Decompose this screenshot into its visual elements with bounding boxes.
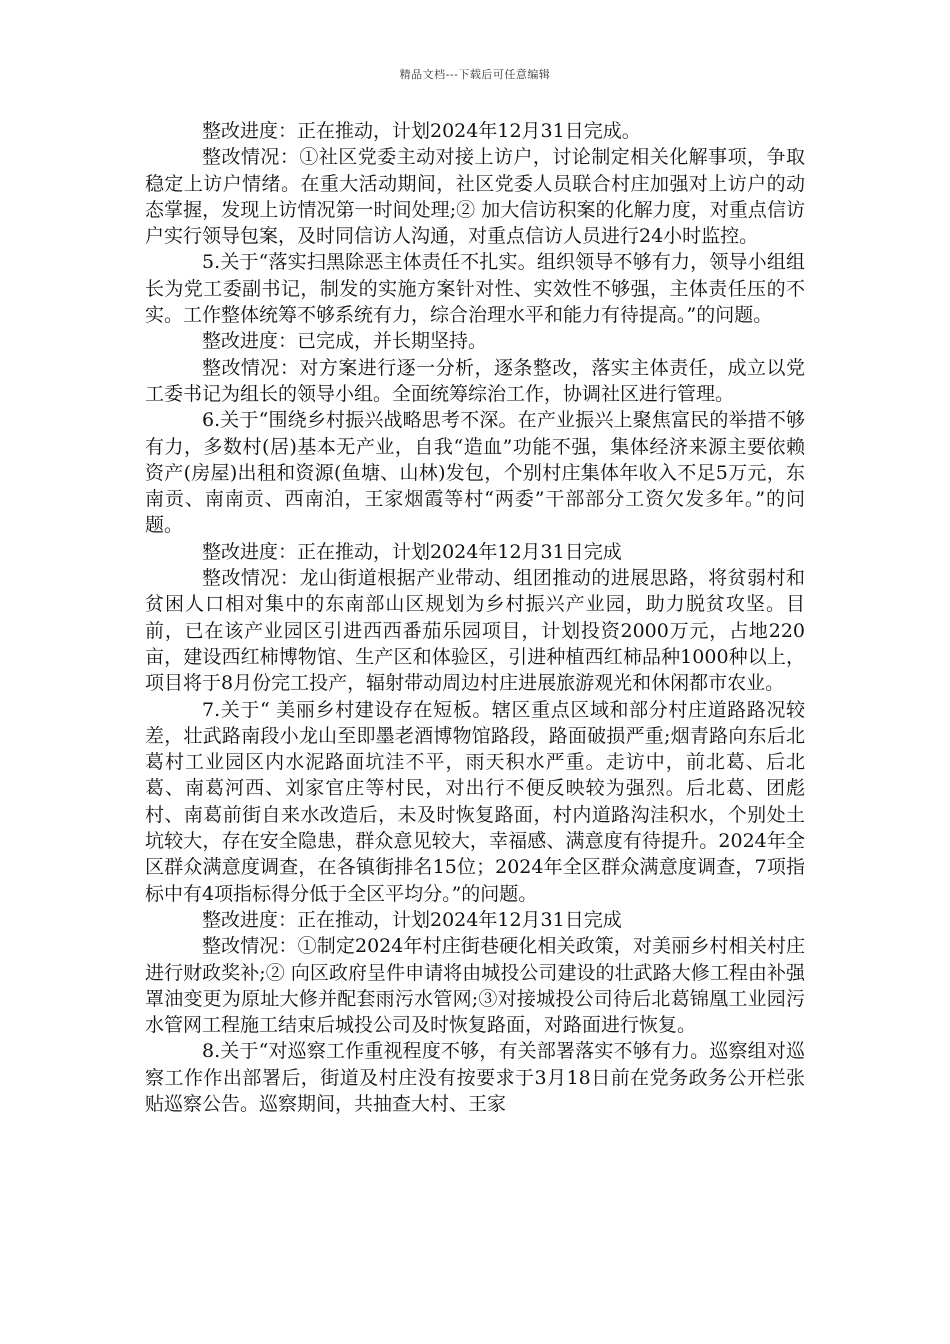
paragraph-progress-5: 整改进度：已完成，并长期坚持。 (202, 330, 488, 353)
paragraph-issue-7: 7.关于“ 美丽乡村建设存在短板。辖区重点区域和部分村庄道路路况较差，壮武路南段小龙山至即墨老酒博物馆路段，路面破损严重;烟青路向东后北葛村工业园区内水泥路面坑洼不平，雨天积水严重。走访中，前北葛、后北葛、南葛河西、刘家官庄等村民，对出行不便反映较为强烈。后北葛、团彪村、南葛前街自来水改造后，未及时恢复路面，村内道路沟洼积水，个别处土坑较大，存在安全隐患，群众意见较大，幸福感、满意度有待提升。2024年全区群众满意度调查，在各镇街排名15位；2024年全区群众满意度调查，7项指标中有4项指标得分低于全区平均分。”的问题。 (145, 698, 805, 905)
paragraph-progress-7: 整改进度：正在推动，计划2024年12月31日完成 (202, 908, 622, 931)
paragraph-situation-4: 整改情况：①社区党委主动对接上访户，讨论制定相关化解事项，争取稳定上访户情绪。在重大活动期间，社区党委人员联合村庄加强对上访户的动态掌握，发现上访情况第一时间处理;② 加大信访积案的化解力度，对重点信访户实行领导包案，及时同信访人沟通，对重点信访人员进行24小时监控。 (145, 146, 805, 248)
page-header: 精品文档---下载后可任意编辑 (399, 68, 551, 81)
paragraph-progress-6: 整改进度：正在推动，计划2024年12月31日完成 (202, 540, 622, 563)
paragraph-situation-5: 整改情况：对方案进行逐一分析，逐条整改，落实主体责任，成立以党工委书记为组长的领导小组。全面统筹综治工作，协调社区进行管理。 (145, 356, 805, 405)
paragraph-progress-4: 整改进度：正在推动，计划2024年12月31日完成。 (202, 120, 641, 142)
document-body (145, 118, 805, 1117)
paragraph-situation-7: 整改情况：①制定2024年村庄街巷硬化相关政策，对美丽乡村相关村庄进行财政奖补;② 向区政府呈件申请将由城投公司建设的壮武路大修工程由补强罩油变更为原址大修并配套雨污水管网;③对接城投公司待后北葛锦凰工业园污水管网工程施工结束后城投公司及时恢复路面，对路面进行恢复。 (145, 935, 805, 1037)
paragraph-issue-6: 6.关于“围绕乡村振兴战略思考不深。在产业振兴上聚焦富民的举措不够有力，多数村(居)基本无产业，自我“造血”功能不强，集体经济来源主要依赖资产(房屋)出租和资源(鱼塘、山林)发包，个别村庄集体年收入不足5万元，东南贡、南南贡、西南泊，王家烟霞等村“两委”干部部分工资欠发多年。”的问题。 (145, 409, 805, 537)
paragraph-issue-5: 5.关于“落实扫黑除恶主体责任不扎实。组织领导不够有力，领导小组组长为党工委副书记，制发的实施方案针对性、实效性不够强，主体责任压的不实。工作整体统筹不够系统有力，综合治理水平和能力有待提高。”的问题。 (145, 251, 805, 327)
paragraph-situation-6: 整改情况：龙山街道根据产业带动、组团推动的进展思路，将贫弱村和贫困人口相对集中的东南部山区规划为乡村振兴产业园，助力脱贫攻坚。目前，已在该产业园区引进西西番茄乐园项目，计划投资2000万元，占地220亩，建设西红柿博物馆、生产区和体验区，引进种植西红柿品种1000种以上，项目将于8月份完工投产，辐射带动周边村庄进展旅游观光和休闲都市农业。 (145, 567, 805, 695)
paragraph-issue-8: 8.关于“对巡察工作重视程度不够，有关部署落实不够有力。巡察组对巡察工作作出部署后，街道及村庄没有按要求于3月18日前在党务政务公开栏张贴巡察公告。巡察期间，共抽查大村、王家 (145, 1040, 805, 1115)
